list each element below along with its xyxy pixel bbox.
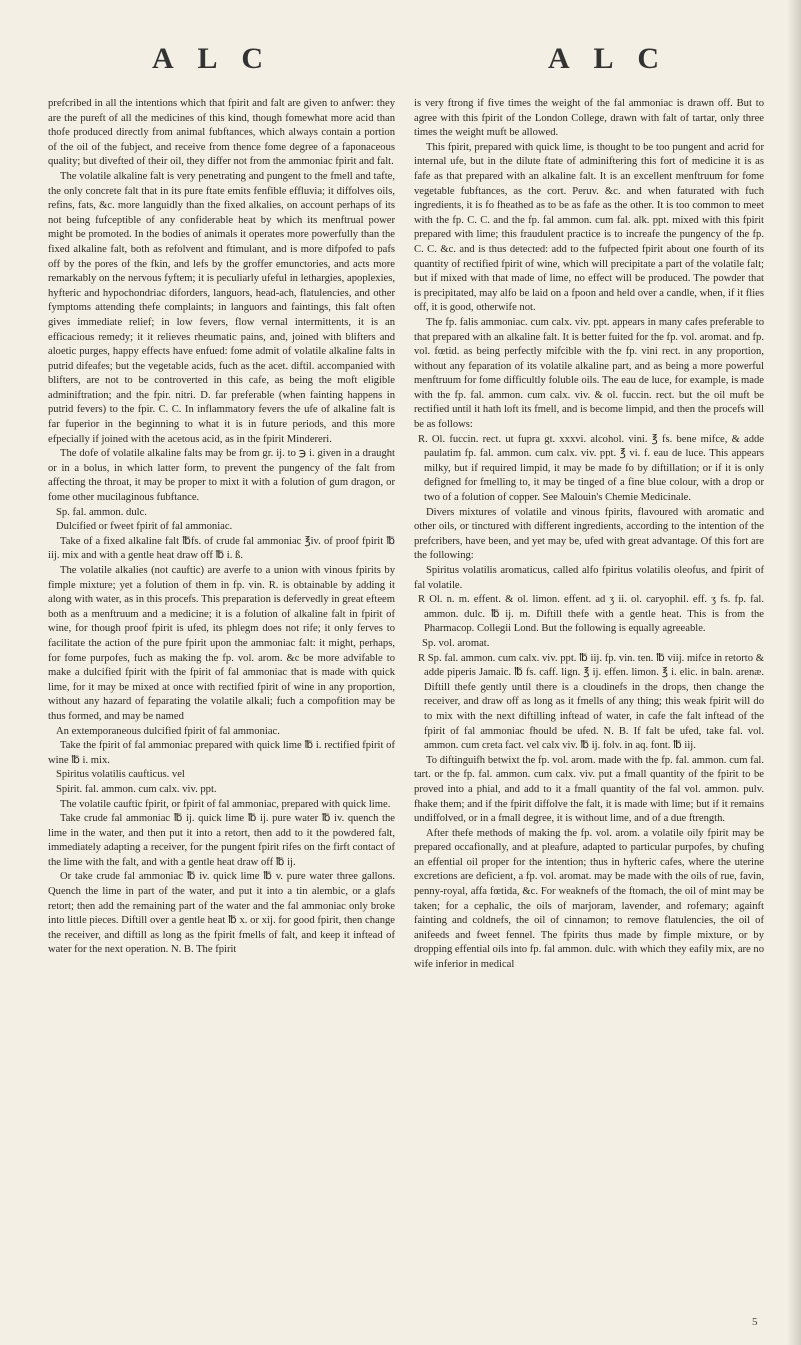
recipe-title: Spiritus volatilis caufticus. vel [56, 769, 185, 781]
page-edge-shadow [787, 0, 801, 1345]
paragraph: The fp. falis ammoniac. cum calx. viv. ppt. appears in many cafes preferable to that prepared with an alkaline falt. It is better fuited for the fp. vol. aromat. and fp. vol. fœtid. as being perfectly mifcible with the fp. vini rect. in any proportion, without any feparation of its volatile alkaline part, and as being a more powerful menftruum for fome difficultly foluble oils. The eau de luce, for example, is made with the fp. fal. ammon. cum calx. viv. & ol. fuccin. rect. but the oil muft be rectified until it hath loft its fmell, and is become limpid, and then the procefs will be as follows: [414, 316, 764, 431]
recipe-subtitle: Dulcified or fweet fpirit of fal ammoniac. [56, 521, 233, 533]
paragraph: This fpirit, prepared with quick lime, is thought to be too pungent and acrid for internal ufe, but in the dilute ftate of adminiftering this fort of medicine it is as fafe as that prepared with an alkaline falt. It is an excellent menftruum for fome vegetable fubftances, as the cort. Peruv. &c. and when faturated with fuch ingredients, it is fo fheathed as to be as fafe as the other. It is too common to meet with the fp. C. C. and the fp. fal ammon. cum fal. alk. ppt. mixed with this fpirit prepared with lime; this fraudulent practice is to increafe the pungency of the fp. C. C. &c. and is thus detected: add to the fufpected fpirit about one fourth of its quantity of rectified fpirit of wine, which will precipitate a part of the volatile falt; but if mixed with that made of lime, no effect will be produced. The powder that is precipitated, may alfo be laid on a fpoon and held over a candle, when, if it flies off, it is good, otherwife not. [414, 141, 764, 314]
paragraph: Take the fpirit of fal ammoniac prepared with quick lime ℔ i. rectified fpirit of wine ℔ i. mix. [48, 740, 395, 766]
paragraph: The volatile alkaline falt is very penetrating and pungent to the fmell and tafte, the only concrete falt that in its pure ftate emits fenfible effluvia; it diffolves oils, refins, fats, &c. more languidly than the fixed alkalies, on account perhaps of its not being fufceptible of any confiderable heat by which its menftrual power might be promoted. In the bodies of animals it operates more powerfully than the fixed alkaline falt, both as refolvent and ftimulant, and is more difpofed to pafs off by the pores of the fkin, and lefs by the groffer emunctories, and acts more remarkably on the nervous fyftem; it is peculiarly ufeful in lethargies, apoplexies, hyfteric and hypochondriac diforders, languors, head-ach, flatulencies, and other fymptoms attending thefe complaints; in languors and faintings, this falt often gives immediate relief; in low fevers, flow vernal intermittents, it is an efficacious remedy; it it relieves rheumatic pains, and, joined with blifters and aloetic purges, happy effects have enfued: fome admit of volatile alkaline falts in putrid difeafes; but the vegetable acids, fuch as the acet. diftil. accompanied with blifters, are not to be controverted in this cafe, as being the moft eligible adminiftration; and the fpir. nitri. D. far preferable (when fainting happens in putrid fevers) to the fpir. C. C. In inflammatory fevers the ufe of alkaline falt is far fuperior in the beginning to what it is in future periods, and this more efpecially if joined with the acetous acid, as in the fpirit Mindereri. [48, 170, 395, 445]
running-header-left: A L C [152, 42, 273, 75]
formula: R. Ol. fuccin. rect. ut fupra gt. xxxvi. alcohol. vini. ℥ fs. bene mifce, & adde paulatim fp. fal. ammon. cum calx. viv. ppt. ℥ vi. f. eau de luce. This appears milky, but if required limpid, it may be made fo by diftillation; or if it is only defigned for fmelling to, it may be tinged of a fine blue colour, with a drop or two of a folution of copper. See Malouin's Chemie Medicinale. [418, 433, 764, 504]
paragraph: Take of a fixed alkaline falt ℔fs. of crude fal ammoniac ℥iv. of proof fpirit ℔ iij. mix and with a gentle heat draw off ℔ i. ß. [48, 535, 395, 562]
paragraph: Spiritus volatilis aromaticus, called alfo fpiritus volatilis oleofus, and fpirit of fal volatile. [414, 565, 764, 591]
recipe-title: Sp. fal. ammon. dulc. [56, 506, 147, 518]
paragraph: To diftinguifh betwixt the fp. vol. arom. made with the fp. fal. ammon. cum fal. tart. or the fp. fal. ammon. cum calx. viv. put a fmall quantity of the fpirit to be proved into a phial, and add to it a fmall quantity of the fal vol. ammon. pulv. fhake them; and if the fpirit diffolve the falt, it is made with lime; but if it remains undiffolved, or in a fmall degree, it is without lime, and of a due ftrength. [414, 754, 764, 825]
running-header-right: A L C [548, 42, 669, 75]
paragraph: Or take crude fal ammoniac ℔ iv. quick lime ℔ v. pure water three gallons. Quench the lime in part of the water, and put it into a tin alembic, or a glafs retort; then add the remaining part of the water and the fal ammoniac only broke into little pieces. Diftill over a gentle heat ℔ x. or xij. for good fpirit, then change the receiver, and diftill as long as the fpirit fmells of falt, and keep it inftead of water for the next operation. N. B. The fpirit [48, 871, 395, 956]
paragraph: The volatile alkalies (not cauftic) are averfe to a union with vinous fpirits by fimple mixture; yet a folution of them in fp. vin. R. is obtainable by adding it along with water, as in this procefs. This preparation is defervedly in great efteem both as a menftruum and a medicine; it is a folution of alkaline falt in fpirit of wine, for though proof fpirit is ufed, its phlegm does not rife; it only ferves to facilitate the action of the pure fpirit upon the ammoniac falt: it might, perhaps, for fome purpofes, fuch as making the fp. vol. arom. &c be more advifable to make a dulcified fpirit with the fpirit of fal ammoniac that is made with quick lime, for it may be mixed at once with rectified fpirit of wine in any proportion, without any hazard of feparating the volatile alkali; fuch a compofition may be thus formed, and may be named [48, 565, 395, 722]
paragraph: prefcribed in all the intentions which that fpirit and falt are given to anfwer: they are the pureft of all the medicines of this kind, though fomewhat more acid than thofe produced directly from animal fubftances, which always contain a portion of the oil of the fubject, and receive from thence fome degree of a faponaceous quality; but divefted of their oil, they differ not from the ammoniac fpirit and falt. [48, 98, 395, 168]
recipe-title: Spirit. fal. ammon. cum calx. viv. ppt. [56, 783, 217, 795]
paragraph: Divers mixtures of volatile and vinous fpirits, flavoured with aromatic and other oils, or tinctured with different ingredients, according to the intention of the prefcribers, have been, and yet may be, ufed with great advantage. Of this fort are the following: [414, 506, 764, 562]
left-column [48, 97, 395, 958]
formula: R Ol. n. m. effent. & ol. limon. effent. ad ʒ ii. ol. caryophil. eff. ʒ fs. fp. fal. ammon. dulc. ℔ ij. m. Diftill thefe with a gentle heat. This is from the Pharmacop. Collegii Lond. But the following is equally agreeable. [418, 594, 764, 635]
paragraph: Take crude fal ammoniac ℔ ij. quick lime ℔ ij. pure water ℔ iv. quench the lime in the water, and then put it into a retort, then add to it the powdered falt, immediately adapting a receiver, for the pungent fpirit rifes on the firft contact of the lime with the falt, and with a gentle heat draw off ℔ ij. [48, 813, 395, 868]
paragraph: The dofe of volatile alkaline falts may be from gr. ij. to ℈ i. given in a draught or in a bolus, in which latter form, to prevent the pungency of the falt from affecting the throat, it may be proper to mixt it with a folution of gum dragon, or fome other mucilaginous fubftance. [48, 448, 395, 504]
recipe-title: Sp. vol. aromat. [422, 637, 490, 649]
paragraph: The volatile cauftic fpirit, or fpirit of fal ammoniac, prepared with quick lime. [60, 798, 391, 810]
paragraph: After thefe methods of making the fp. vol. arom. a volatile oily fpirit may be prepared occafionally, and at pleafure, adapted to particular purpofes, by chufing an effential oil proper for the intention; thus in hyfteric cafes, where the uterine excretions are deficient, a fp. vol. aromat. may be made with the oils of rue, favin, penny-royal, affa fœtida, &c. For weaknefs of the ftomach, the oil of mint may be taken; for a cephalic, the oils of marjoram, lavender, and rofemary; againft fainting and coldnefs, the oil of cinnamon; to remove flatulencies, the oil of anifeeds and fweet fennel. The fpirits thus made by fimple mixture, or by dropping effential oils into fp. fal ammon. dulc. with which they eafily mix, are no wife inferior in medical [414, 827, 764, 971]
recipe-title: An extemporaneous dulcified fpirit of fal ammoniac. [56, 725, 280, 737]
paragraph: is very ftrong if five times the weight of the fal ammoniac is drawn off. But to agree with this fpirit of the London College, drawn with falt of tartar, only three times the weight muft be allowed. [414, 98, 764, 139]
formula: R Sp. fal. ammon. cum calx. viv. ppt. ℔ iij. fp. vin. ten. ℔ viij. mifce in retorto & adde piperis Jamaic. ℔ fs. caff. lign. ℥ ij. effen. limon. ℥ i. elic. in baln. arenæ. Diftill thefe gently until there is a cloudinefs in the drops, then change the receiver, and draw off as long as it fmells of any thing; this weak fpirit will do to mix with the next diftilling inftead of water, in cafe the falt inftead of the fpirit of fal ammoniac fhould be ufed. N. B. If falt be ufed, take fal. vol. ammon. cum creta fact. vel calx viv. ℔ ij. folv. in aq. font. ℔ iij. [418, 652, 764, 752]
right-column [414, 97, 764, 973]
signature-mark: 5 [752, 1316, 758, 1328]
